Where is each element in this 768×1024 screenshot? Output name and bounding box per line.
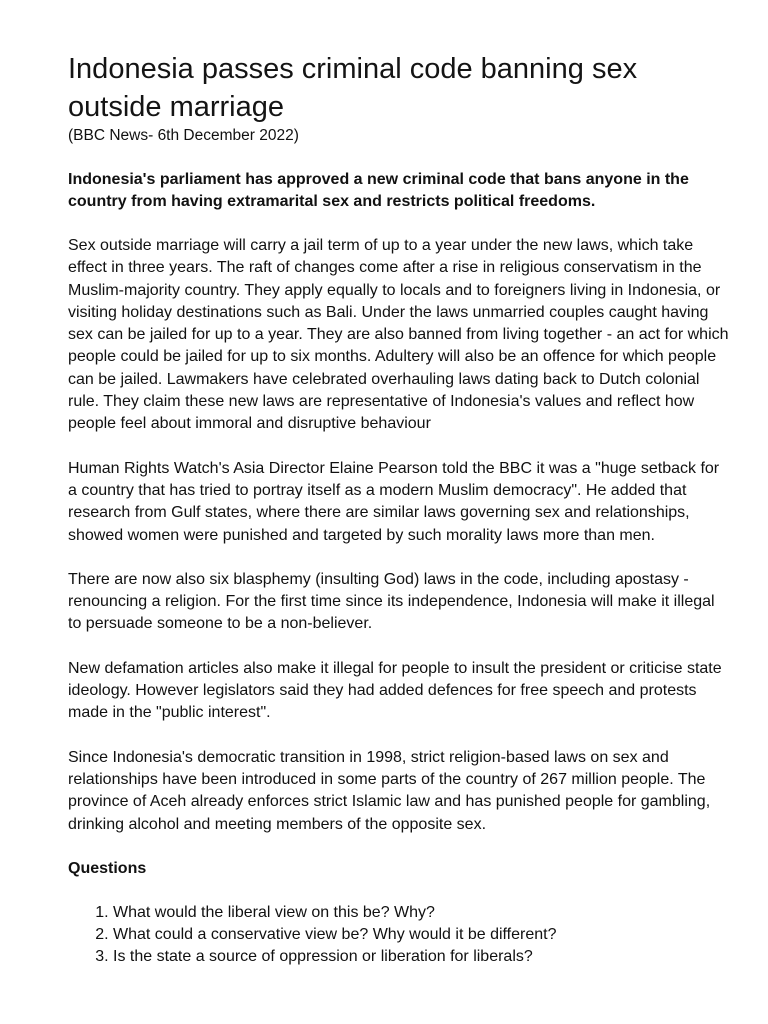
article-paragraph-4: New defamation articles also make it illegal for people to insult the president or criticise state ideology. However legislators said they had added defences for free speech and protests made in the "public interest". xyxy=(68,659,722,722)
question-item-3: 3. Is the state a source of oppression or liberation for liberals? xyxy=(113,946,732,968)
document-page xyxy=(68,50,732,969)
article-paragraph-2: Human Rights Watch's Asia Director Elaine Pearson told the BBC it was a "huge setback for a country that has tried to portray itself as a modern Muslim democracy". He added that research from Gulf states, where there are similar laws governing sex and relationships, showed women were punished and targeted by such morality laws more than men. xyxy=(68,459,720,544)
article-paragraph-3: There are now also six blasphemy (insulting God) laws in the code, including apostasy - renouncing a religion. For the first time since its independence, Indonesia will make it illegal to persuade someone to be a non-believer. xyxy=(68,570,715,633)
article-paragraph-1: Sex outside marriage will carry a jail term of up to a year under the new laws, which take effect in three years. The raft of changes come after a rise in religious conservatism in the Muslim-majority country. They apply equally to locals and to foreigners living in Indonesia, or visiting holiday destinations such as Bali. Under the laws unmarried couples caught having sex can be jailed for up to a year. They are also banned from living together - an act for which people could be jailed for up to six months. Adultery will also be an offence for which people can be jailed. Lawmakers have celebrated overhauling laws dating back to Dutch colonial rule. They claim these new laws are representative of Indonesia's values and reflect how people feel about immoral and disruptive behaviour xyxy=(68,237,729,433)
questions-list xyxy=(68,902,732,969)
article-title: Indonesia passes criminal code banning sex outside marriage xyxy=(68,53,638,123)
article-paragraph-5: Since Indonesia's democratic transition in 1998, strict religion-based laws on sex and relationships have been introduced in some parts of the country of 267 million people. The province of Aceh already enforces strict Islamic law and has punished people for gambling, drinking alcohol and meeting members of the opposite sex. xyxy=(68,748,711,833)
question-item-1: 1. What would the liberal view on this be? Why? xyxy=(113,902,732,924)
questions-heading: Questions xyxy=(68,859,147,877)
article-source: (BBC News- 6th December 2022) xyxy=(68,127,299,144)
question-item-2: 2. What could a conservative view be? Why would it be different? xyxy=(113,924,732,946)
article-lead: Indonesia's parliament has approved a new criminal code that bans anyone in the country from having extramarital sex and restricts political freedoms. xyxy=(68,171,689,210)
